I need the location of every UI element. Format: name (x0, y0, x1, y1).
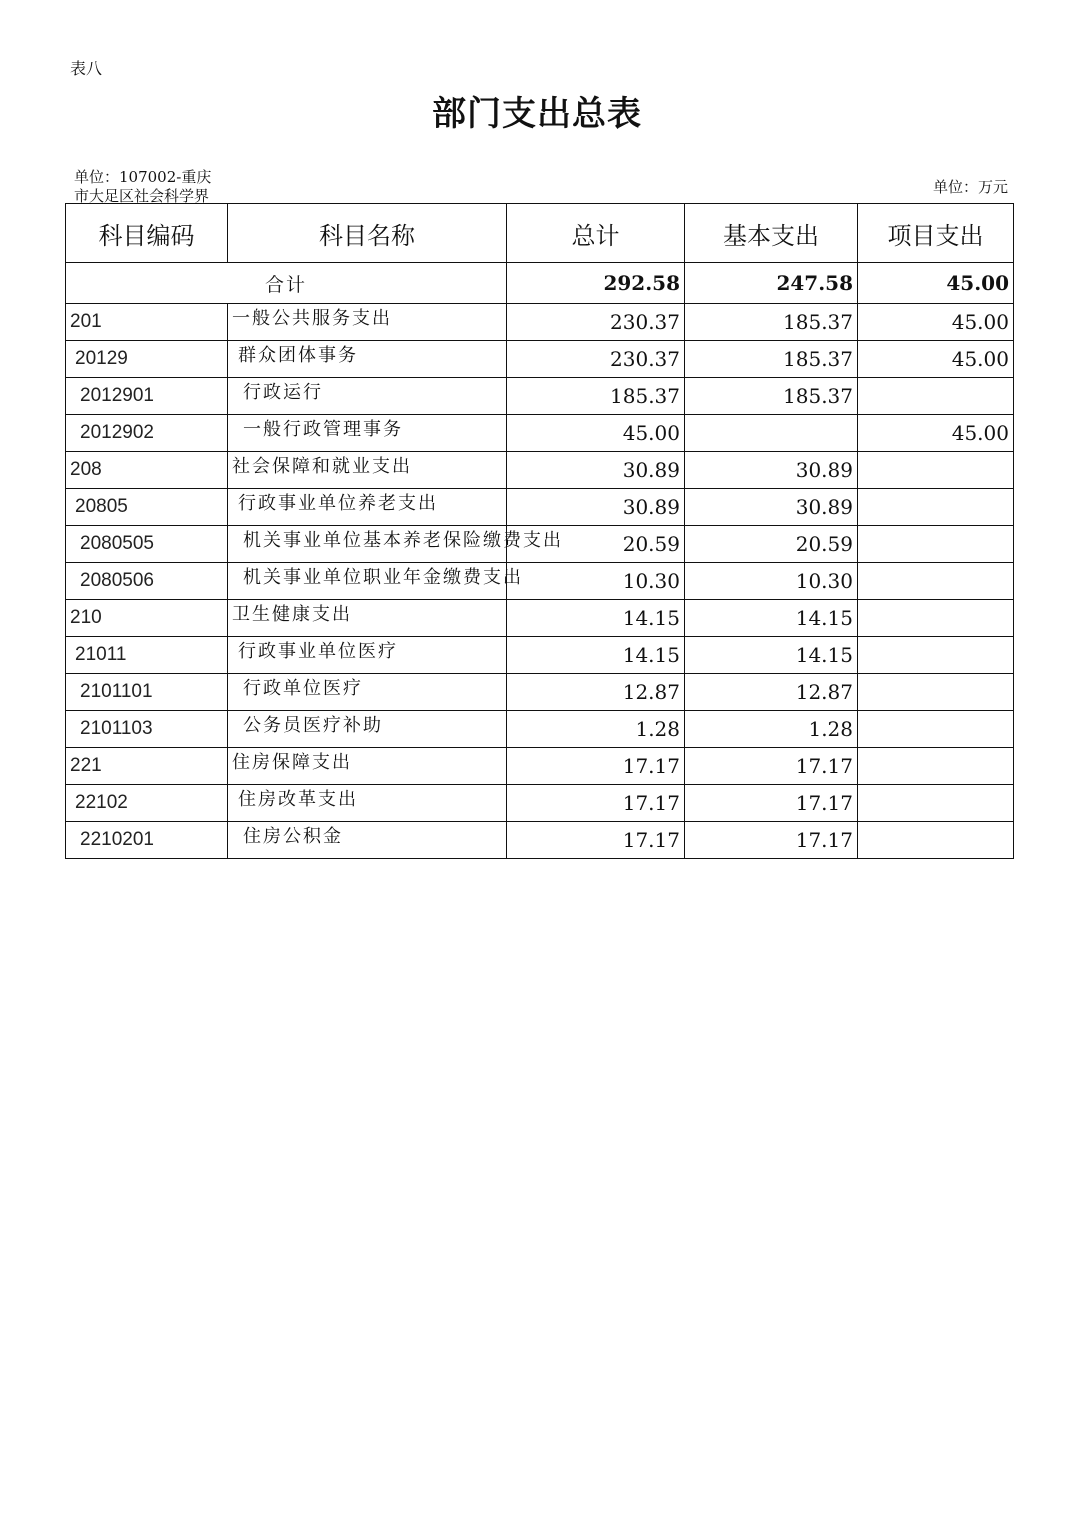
row-project (858, 452, 1014, 489)
row-code: 2101103 (66, 711, 228, 748)
table-row (66, 785, 1014, 822)
row-basic: 17.17 (685, 748, 858, 785)
row-basic (685, 415, 858, 452)
table-row (66, 341, 1014, 378)
column-header-total: 总计 (507, 204, 685, 263)
row-project (858, 563, 1014, 600)
row-code: 208 (66, 452, 228, 489)
row-name: 机关事业单位基本养老保险缴费支出 (228, 526, 507, 563)
row-project (858, 785, 1014, 822)
table-row (66, 637, 1014, 674)
row-project: 45.00 (858, 415, 1014, 452)
column-header-project: 项目支出 (858, 204, 1014, 263)
row-name: 公务员医疗补助 (228, 711, 507, 748)
unit-organization: 单位：107002-重庆市大足区社会科学界 (74, 168, 212, 205)
row-code: 2012902 (66, 415, 228, 452)
total-basic: 247.58 (685, 263, 858, 304)
total-row (66, 263, 1014, 304)
row-basic: 17.17 (685, 785, 858, 822)
row-project (858, 489, 1014, 526)
row-basic: 185.37 (685, 304, 858, 341)
expenditure-table (65, 203, 1014, 859)
row-code: 20129 (66, 341, 228, 378)
row-project (858, 526, 1014, 563)
row-basic: 1.28 (685, 711, 858, 748)
table-row (66, 563, 1014, 600)
row-basic: 185.37 (685, 341, 858, 378)
row-code: 21011 (66, 637, 228, 674)
table-row (66, 489, 1014, 526)
table-row (66, 304, 1014, 341)
table-row (66, 748, 1014, 785)
row-code: 2080505 (66, 526, 228, 563)
table-row (66, 674, 1014, 711)
row-name: 卫生健康支出 (228, 600, 507, 637)
row-basic: 14.15 (685, 600, 858, 637)
row-name: 行政事业单位医疗 (228, 637, 507, 674)
row-total: 230.37 (507, 341, 685, 378)
total-total: 292.58 (507, 263, 685, 304)
table-row (66, 378, 1014, 415)
row-total: 230.37 (507, 304, 685, 341)
row-project (858, 822, 1014, 859)
header-row (66, 204, 1014, 263)
table-row (66, 822, 1014, 859)
row-code: 221 (66, 748, 228, 785)
row-name: 住房公积金 (228, 822, 507, 859)
row-code: 20805 (66, 489, 228, 526)
row-project (858, 378, 1014, 415)
row-total: 14.15 (507, 600, 685, 637)
row-project (858, 637, 1014, 674)
row-project (858, 748, 1014, 785)
row-name: 行政单位医疗 (228, 674, 507, 711)
total-project: 45.00 (858, 263, 1014, 304)
row-name: 一般行政管理事务 (228, 415, 507, 452)
table-number: 表八 (70, 59, 103, 78)
row-name: 住房改革支出 (228, 785, 507, 822)
row-name: 社会保障和就业支出 (228, 452, 507, 489)
row-total: 30.89 (507, 489, 685, 526)
row-basic: 12.87 (685, 674, 858, 711)
row-code: 2210201 (66, 822, 228, 859)
column-header-basic: 基本支出 (685, 204, 858, 263)
table-row (66, 526, 1014, 563)
row-total: 30.89 (507, 452, 685, 489)
table-row (66, 452, 1014, 489)
row-project (858, 711, 1014, 748)
page-title: 部门支出总表 (432, 94, 642, 134)
table-row (66, 415, 1014, 452)
table-row (66, 600, 1014, 637)
row-total: 10.30 (507, 563, 685, 600)
row-total: 17.17 (507, 785, 685, 822)
row-basic: 30.89 (685, 452, 858, 489)
row-code: 2012901 (66, 378, 228, 415)
row-basic: 10.30 (685, 563, 858, 600)
row-code: 2080506 (66, 563, 228, 600)
row-code: 210 (66, 600, 228, 637)
row-code: 2101101 (66, 674, 228, 711)
row-name: 机关事业单位职业年金缴费支出 (228, 563, 507, 600)
row-project (858, 674, 1014, 711)
row-code: 201 (66, 304, 228, 341)
row-project (858, 600, 1014, 637)
row-total: 185.37 (507, 378, 685, 415)
total-label: 合计 (66, 263, 507, 304)
row-project: 45.00 (858, 341, 1014, 378)
row-project: 45.00 (858, 304, 1014, 341)
row-name: 群众团体事务 (228, 341, 507, 378)
row-code: 22102 (66, 785, 228, 822)
row-total: 17.17 (507, 822, 685, 859)
row-basic: 20.59 (685, 526, 858, 563)
row-total: 45.00 (507, 415, 685, 452)
row-basic: 185.37 (685, 378, 858, 415)
row-name: 一般公共服务支出 (228, 304, 507, 341)
row-total: 17.17 (507, 748, 685, 785)
row-basic: 14.15 (685, 637, 858, 674)
row-total: 12.87 (507, 674, 685, 711)
row-total: 14.15 (507, 637, 685, 674)
column-header-name: 科目名称 (228, 204, 507, 263)
table-row (66, 711, 1014, 748)
row-total: 1.28 (507, 711, 685, 748)
row-basic: 30.89 (685, 489, 858, 526)
column-header-code: 科目编码 (66, 204, 228, 263)
row-name: 行政运行 (228, 378, 507, 415)
row-total: 20.59 (507, 526, 685, 563)
row-basic: 17.17 (685, 822, 858, 859)
currency-unit: 单位：万元 (932, 178, 1008, 196)
row-name: 行政事业单位养老支出 (228, 489, 507, 526)
row-name: 住房保障支出 (228, 748, 507, 785)
